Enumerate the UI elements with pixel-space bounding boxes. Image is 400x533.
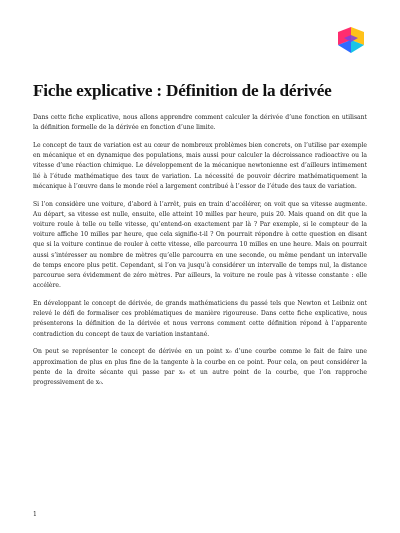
paragraph-history: En développant le concept de dérivée, de grands mathématiciens du passé tels que Newton et Leibniz ont relevé le défi de formaliser ces problématiques de manière rigoureuse. Dans cette fiche explicative, nous présenterons la définition de la dérivée et nous verrons comment cette définition répond à l’apparente contradiction du concept de taux de variation instantané. — [33, 300, 367, 338]
paragraph-context: Le concept de taux de variation est au cœur de nombreux problèmes bien concrets, on l’utilise par exemple en mécanique et en dynamique des populations, mais aussi pour calculer la décroissance radioactive ou la vitesse d’une réaction chimique. Le développement de la mécanique newtonienne est d’ailleurs intimement lié à l’étude mathématique des taux de variation. La nécessité de pouvoir décrire mathématiquement la mécanique à l’œuvre dans le monde réel a largement contribué à l’essor de l’étude des taux de variation. — [33, 142, 367, 190]
brand-logo-icon[interactable] — [338, 27, 364, 53]
paragraph-car-example: Si l’on considère une voiture, d’abord à l’arrêt, puis en train d’accélérer, on voit que sa vitesse augmente. Au départ, sa vitesse est nulle, ensuite, elle atteint 10 milles par heure, puis 20. Mais quand on dit que la voiture roule à telle ou telle vitesse, qu’entend-on exactement par là ? Par exemple, si le compteur de la voiture affiche 10 milles par heure, que cela signifie-t-il ? On pourrait répondre à cette question en disant que si la voiture continue de rouler à cette vitesse, elle parcourra 10 milles en une heure. Mais on pourrait aussi s’intéresser au nombre de mètres qu’elle parcourra en une seconde, ou même pendant un intervalle de temps encore plus petit. Cependant, si l’on va jusqu’à considérer un intervalle de temps nul, la distance parcourue sera évidemment de zéro mètres. Par ailleurs, la voiture ne roule pas à vitesse constante : elle accélère. — [33, 200, 367, 290]
document-body — [33, 113, 367, 396]
page-title: Fiche explicative : Définition de la dérivée — [33, 81, 332, 100]
page-number: 1 — [33, 511, 37, 518]
paragraph-tangent: On peut se représenter le concept de dérivée en un point x₀ d’une courbe comme le fait de faire une approximation de plus en plus fine de la tangente à la courbe en ce point. Pour cela, on peut considérer la pente de la droite sécante qui passe par x₀ et un autre point de la courbe, que l’on rapproche progressivement de x₀. — [33, 348, 367, 387]
paragraph-intro: Dans cette fiche explicative, nous allons apprendre comment calculer la dérivée d’une fonction en utilisant la définition formelle de la dérivée en fonction d’une limite. — [33, 114, 367, 132]
